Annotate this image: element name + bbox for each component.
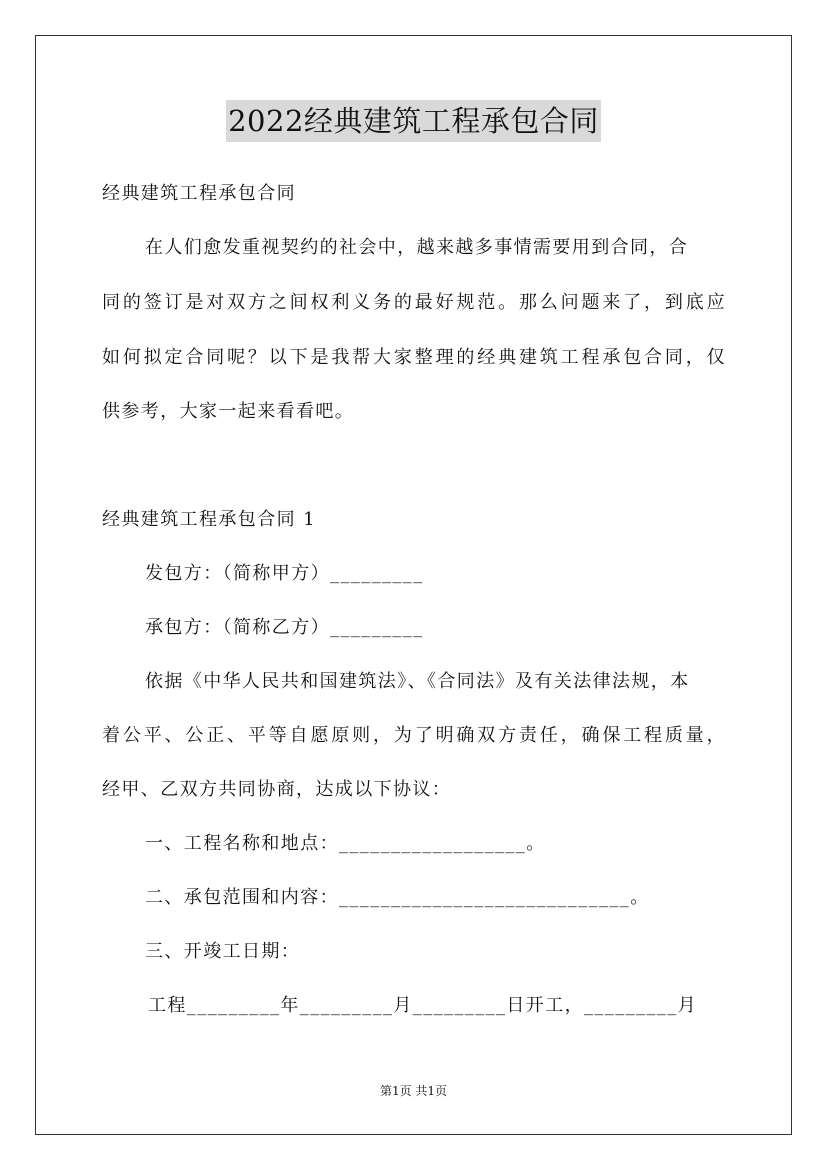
document-title: 2022经典建筑工程承包合同 (226, 100, 601, 142)
party-a-line: 发包方：（简称甲方）_________ (145, 563, 424, 584)
basis-line-2: 着公平、公正、平等自愿原则，为了明确双方责任，确保工程质量， (102, 725, 726, 746)
party-b-line: 承包方：（简称乙方）_________ (145, 617, 424, 638)
clause-1: 一、工程名称和地点：__________________。 (145, 833, 546, 854)
intro-line-2: 同的签订是对双方之间权利义务的最好规范。那么问题来了，到底应 (102, 292, 726, 313)
intro-line-1: 在人们愈发重视契约的社会中，越来越多事情需要用到合同，合 (145, 237, 689, 258)
clause-3-detail: 工程_________年_________月_________日开工，_________月 (148, 995, 697, 1016)
page-footer: 第1页 共1页 (379, 1084, 448, 1098)
title-wrap (0, 100, 827, 142)
basis-line-3: 经甲、乙双方共同协商，达成以下协议： (102, 779, 452, 800)
clause-2: 二、承包范围和内容：____________________________。 (145, 887, 650, 908)
basis-line-1: 依据《中华人民共和国建筑法》、《合同法》及有关法律法规，本 (145, 671, 690, 692)
intro-line-3: 如何拟定合同呢？以下是我帮大家整理的经典建筑工程承包合同，仅 (102, 347, 726, 368)
intro-line-4: 供参考，大家一起来看看吧。 (102, 401, 355, 422)
document-subtitle: 经典建筑工程承包合同 (102, 183, 296, 204)
clause-3: 三、开竣工日期： (145, 941, 301, 962)
section-heading: 经典建筑工程承包合同 1 (102, 509, 316, 530)
